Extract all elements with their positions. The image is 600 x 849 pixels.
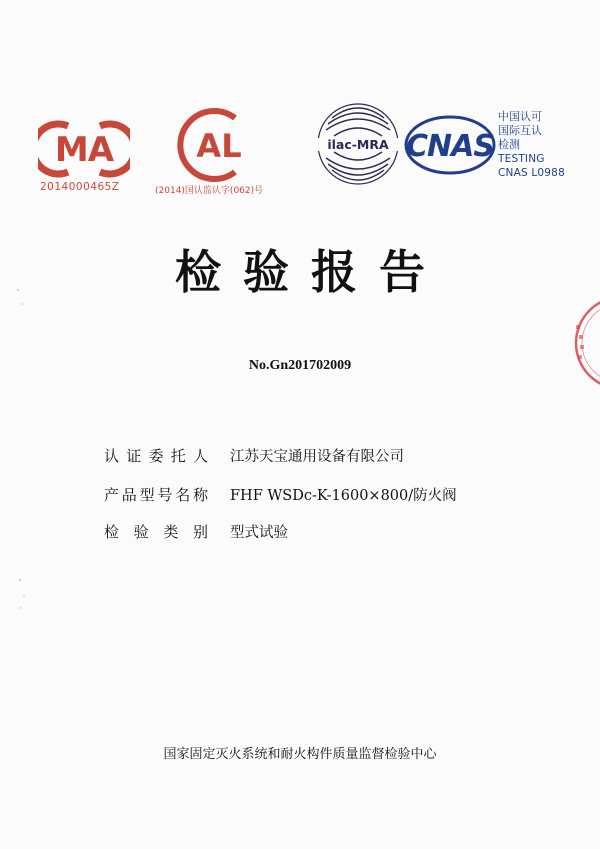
cnas-line: TESTING <box>498 153 545 165</box>
cal-logo <box>175 104 257 186</box>
cnas-logo-text: CNAS <box>406 129 494 164</box>
info-value: 江苏天宝通用设备有限公司 <box>230 449 404 465</box>
report-number: No.Gn201702009 <box>248 358 352 373</box>
info-label <box>104 445 208 466</box>
label-char: 托 <box>170 447 186 465</box>
cnas-logo <box>404 113 496 177</box>
cal-logo-text: AL <box>196 127 242 165</box>
label-char: 委 <box>148 447 164 465</box>
issuing-organization: 国家固定灭火系统和耐火构件质量监督检验中心 <box>163 747 437 762</box>
cma-logo-text: MA <box>54 130 114 170</box>
label-char: 类 <box>163 523 179 541</box>
cma-logo <box>38 118 130 180</box>
ilac-mra-logo <box>312 100 404 188</box>
label-char: 验 <box>133 523 149 541</box>
label-char: 证 <box>126 447 142 465</box>
ilac-logo-text: ilac-MRA <box>327 137 389 152</box>
label-char: 型 <box>139 486 155 504</box>
label-char: 别 <box>192 523 208 541</box>
info-label <box>104 484 208 505</box>
cnas-line: CNAS L0988 <box>498 167 565 179</box>
info-value: 型式试验 <box>230 525 288 541</box>
seal-stamp-edge <box>560 295 600 395</box>
cnas-line: 中国认可 <box>498 110 542 123</box>
cnas-accreditation-text <box>498 110 565 180</box>
label-char: 号 <box>157 486 173 504</box>
cnas-line: 国际互认 <box>498 124 542 137</box>
label-char: 称 <box>192 486 208 504</box>
label-char: 产 <box>104 486 120 504</box>
label-char: 人 <box>192 447 208 465</box>
label-char: 检 <box>104 523 120 541</box>
info-label <box>104 521 208 542</box>
cal-cert-number: (2014)国认监认字(062)号 <box>155 186 264 196</box>
label-char: 认 <box>104 447 120 465</box>
info-value: FHF WSDc-K-1600×800/防火阀 <box>230 488 457 504</box>
label-char: 品 <box>121 486 137 504</box>
cnas-line: 检测 <box>498 138 520 151</box>
label-char: 名 <box>175 486 191 504</box>
report-title: 检验报告 <box>175 245 447 299</box>
cma-cert-number: 2014000465Z <box>40 181 120 193</box>
